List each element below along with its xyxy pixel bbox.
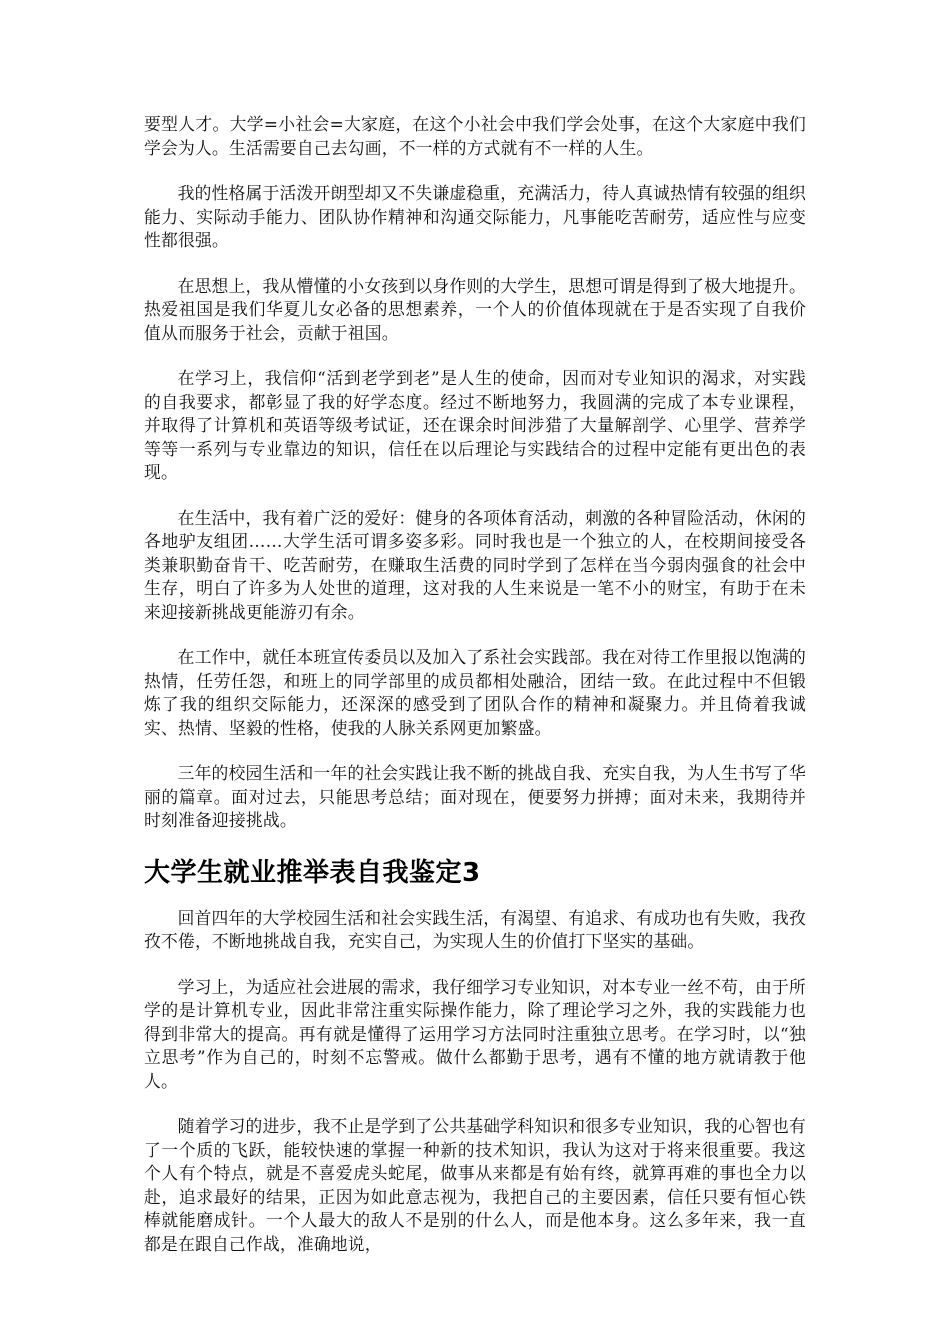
paragraph-learning: 学习上，为适应社会进展的需求，我仔细学习专业知识，对本专业一丝不苟，由于所学的是计算机专业，因此非常注重实际操作能力，除了理论学习之外，我的实践能力也得到非常大的提高。再有就是懂得了运用学习方法同时注重独立思考。在学习时，以“独立思考”作为自己的，时刻不忘警戒。做什么都勤于思考，遇有不懂的地方就请教于他人。 bbox=[144, 976, 806, 1091]
paragraph-work: 在工作中，就任本班宣传委员以及加入了系社会实践部。我在对待工作里报以饱满的热情，任劳任怨，和班上的同学部里的成员都相处融洽，团结一致。在此过程中不但锻炼了我的组织交际能力，还深深的感受到了团队合作的精神和凝聚力。并且倚着我诚实、热情、坚毅的性格，使我的人脉关系网更加繁盛。 bbox=[144, 647, 806, 738]
paragraph-review: 回首四年的大学校园生活和社会实践生活，有渴望、有追求、有成功也有失败，我孜孜不倦，不断地挑战自我，充实自己，为实现人生的价值打下坚实的基础。 bbox=[144, 907, 806, 951]
document-page bbox=[144, 113, 806, 1278]
paragraph-summary: 三年的校园生活和一年的社会实践让我不断的挑战自我、充实自我，为人生书写了华丽的篇章。面对过去，只能思考总结；面对现在，便要努力拼搏；面对未来，我期待并时刻准备迎接挑战。 bbox=[144, 763, 806, 830]
paragraph-continued: 要型人才。大学=小社会=大家庭，在这个小社会中我们学会处事，在这个大家庭中我们学会为人。生活需要自己去勾画，不一样的方式就有不一样的人生。 bbox=[144, 114, 806, 158]
paragraph-progress: 随着学习的进步，我不止是学到了公共基础学科知识和很多专业知识，我的心智也有了一个质的飞跃，能较快速的掌握一种新的技术知识，我认为这对于将来很重要。我这个人有个特点，就是不喜爱虎头蛇尾，做事从来都是有始有终，就算再难的事也全力以赴，追求最好的结果，正因为如此意志视为，我把自己的主要因素，信任只要有恒心铁棒就能磨成针。一个人最大的敌人不是别的什么人，而是他本身。这么多年来，我一直都是在跟自己作战，准确地说， bbox=[144, 1116, 806, 1254]
paragraph-life: 在生活中，我有着广泛的爱好：健身的各项体育活动，刺激的各种冒险活动，休闲的各地驴友组团……大学生活可谓多姿多彩。同时我也是一个独立的人，在校期间接受各类兼职勤奋肯干、吃苦耐劳，在赚取生活费的同时学到了怎样在当今弱肉强食的社会中生存，明白了许多为人处世的道理，这对我的人生来说是一笔不小的财宝，有助于在未来迎接新挑战更能游刃有余。 bbox=[144, 507, 806, 622]
paragraph-thought: 在思想上，我从懵懂的小女孩到以身作则的大学生，思想可谓是得到了极大地提升。热爱祖国是我们华夏儿女必备的思想素养，一个人的价值体现就在于是否实现了自我价值从而服务于社会，贡献于祖国。 bbox=[144, 275, 806, 343]
paragraph-study: 在学习上，我信仰“活到老学到老”是人生的使命，因而对专业知识的渴求，对实践的自我要求，都彰显了我的好学态度。经过不断地努力，我圆满的完成了本专业课程，并取得了计算机和英语等级考试证，还在课余时间涉猎了大量解剖学、心里学、营养学等等一系列与专业靠边的知识，信任在以后理论与实践结合的过程中定能有更出色的表现。 bbox=[144, 368, 806, 482]
section-heading: 大学生就业推举表自我鉴定3 bbox=[144, 857, 481, 888]
paragraph-personality: 我的性格属于活泼开朗型却又不失谦虚稳重，充满活力，待人真诚热情有较强的组织能力、实际动手能力、团队协作精神和沟通交际能力，凡事能吃苦耐劳，适应性与应变性都很强。 bbox=[144, 183, 806, 250]
